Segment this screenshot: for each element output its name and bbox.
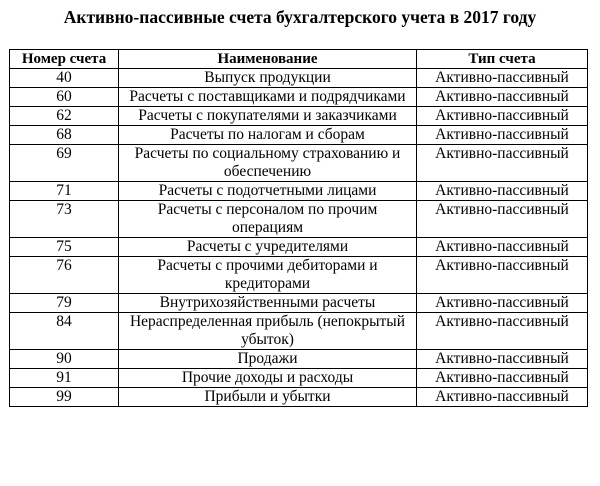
account-number-cell: 69 [10, 145, 119, 182]
account-type-cell: Активно-пассивный [417, 350, 588, 369]
account-type-cell: Активно-пассивный [417, 369, 588, 388]
account-number-cell: 60 [10, 88, 119, 107]
account-type-cell: Активно-пассивный [417, 257, 588, 294]
account-name-cell: Прочие доходы и расходы [119, 369, 417, 388]
account-type-cell: Активно-пассивный [417, 294, 588, 313]
accounts-table [9, 49, 588, 407]
account-type-cell: Активно-пассивный [417, 107, 588, 126]
table-row [10, 201, 588, 238]
header-account-type: Тип счета [417, 50, 588, 69]
account-name-cell: Внутрихозяйственными расчеты [119, 294, 417, 313]
account-type-cell: Активно-пассивный [417, 238, 588, 257]
account-number-cell: 40 [10, 69, 119, 88]
table-row [10, 257, 588, 294]
header-account-name: Наименование [119, 50, 417, 69]
account-name-cell: Прибыли и убытки [119, 388, 417, 407]
table-row [10, 182, 588, 201]
account-type-cell: Активно-пассивный [417, 126, 588, 145]
account-type-cell: Активно-пассивный [417, 388, 588, 407]
account-name-cell: Выпуск продукции [119, 69, 417, 88]
account-type-cell: Активно-пассивный [417, 88, 588, 107]
account-name-cell: Нераспределенная прибыль (непокрытый убыток) [119, 313, 417, 350]
account-name-cell: Расчеты с прочими дебиторами и кредиторами [119, 257, 417, 294]
table-row [10, 145, 588, 182]
header-account-number: Номер счета [10, 50, 119, 69]
account-number-cell: 71 [10, 182, 119, 201]
account-number-cell: 73 [10, 201, 119, 238]
account-number-cell: 91 [10, 369, 119, 388]
table-row [10, 126, 588, 145]
account-type-cell: Активно-пассивный [417, 145, 588, 182]
account-name-cell: Расчеты по налогам и сборам [119, 126, 417, 145]
account-type-cell: Активно-пассивный [417, 69, 588, 88]
account-number-cell: 90 [10, 350, 119, 369]
account-name-cell: Расчеты с персоналом по прочим операциям [119, 201, 417, 238]
account-number-cell: 62 [10, 107, 119, 126]
account-number-cell: 84 [10, 313, 119, 350]
account-type-cell: Активно-пассивный [417, 313, 588, 350]
account-type-cell: Активно-пассивный [417, 201, 588, 238]
account-name-cell: Расчеты по социальному страхованию и обеспечению [119, 145, 417, 182]
account-number-cell: 79 [10, 294, 119, 313]
account-number-cell: 99 [10, 388, 119, 407]
account-number-cell: 76 [10, 257, 119, 294]
table-row [10, 294, 588, 313]
account-name-cell: Продажи [119, 350, 417, 369]
table-row [10, 388, 588, 407]
account-name-cell: Расчеты с покупателями и заказчиками [119, 107, 417, 126]
account-number-cell: 75 [10, 238, 119, 257]
table-row [10, 88, 588, 107]
table-row [10, 350, 588, 369]
page-title: Активно-пассивные счета бухгалтерского учета в 2017 году [63, 7, 537, 27]
table-row [10, 107, 588, 126]
account-name-cell: Расчеты с подотчетными лицами [119, 182, 417, 201]
table-row [10, 369, 588, 388]
account-type-cell: Активно-пассивный [417, 182, 588, 201]
account-name-cell: Расчеты с поставщиками и подрядчиками [119, 88, 417, 107]
table-row [10, 69, 588, 88]
account-number-cell: 68 [10, 126, 119, 145]
table-header-row [10, 50, 588, 69]
table-row [10, 238, 588, 257]
table-row [10, 313, 588, 350]
account-name-cell: Расчеты с учредителями [119, 238, 417, 257]
